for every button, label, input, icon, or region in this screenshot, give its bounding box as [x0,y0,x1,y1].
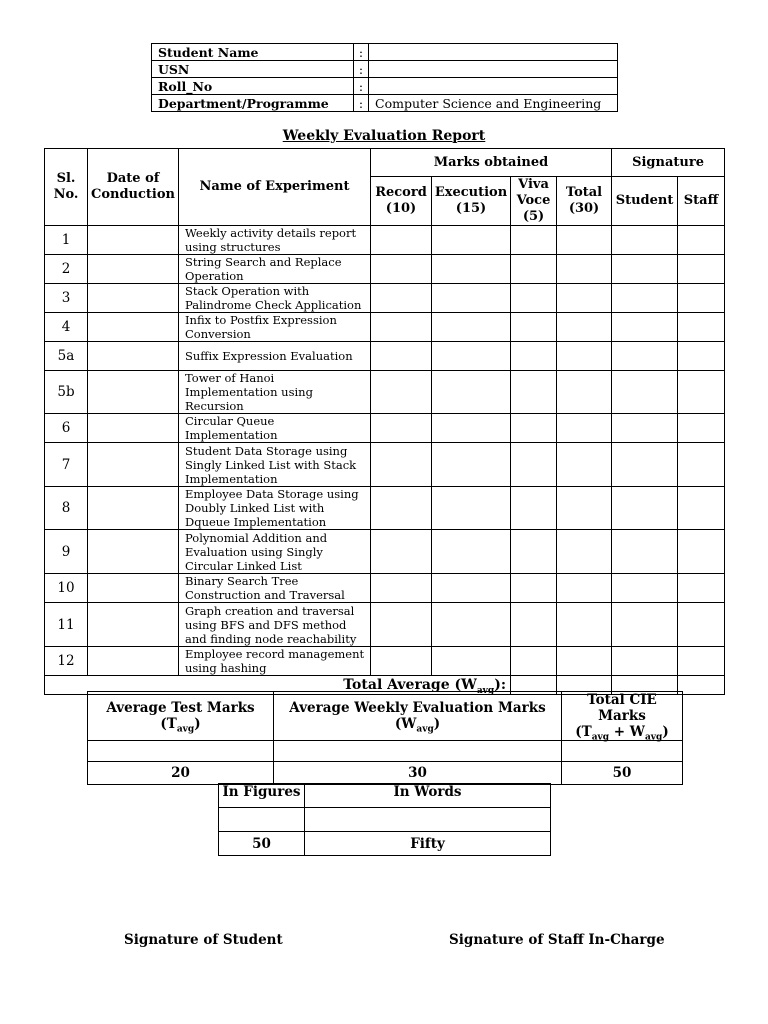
words-blank-cell [305,808,551,832]
experiment-row [45,603,725,647]
record-marks-cell [371,226,432,255]
experiment-row [45,313,725,342]
viva-marks-cell [511,342,557,371]
experiment-name-cell: Graph creation and traversal using BFS and DFS method and finding node reachability [179,603,371,647]
viva-marks-cell [511,443,557,487]
info-label: Department/Programme [152,95,354,112]
experiment-name-cell: Stack Operation with Palindrome Check Application [179,284,371,313]
student-signature-cell [612,284,678,313]
student-signature-cell [612,371,678,414]
date-cell [88,414,179,443]
record-marks-cell [371,530,432,574]
staff-signature-cell [678,530,725,574]
cie-header-total: Total CIE Marks $(T_{avg} + W_{avg})$ [562,692,683,741]
staff-signature-cell [678,574,725,603]
execution-marks-cell [432,342,511,371]
date-cell [88,603,179,647]
info-separator: : [354,78,369,95]
experiment-row [45,443,725,487]
total-marks-cell [557,342,612,371]
info-label: Student Name [152,44,354,61]
total-marks-cell [557,647,612,676]
info-value [369,61,618,78]
student-signature-cell [612,647,678,676]
experiment-name-cell: Tower of Hanoi Implementation using Recursion [179,371,371,414]
cie-blank-cell [562,741,683,762]
staff-signature-cell [678,414,725,443]
execution-marks-cell [432,487,511,530]
viva-marks-cell [511,313,557,342]
student-signature-cell [612,342,678,371]
viva-marks-cell [511,226,557,255]
total-marks-cell [557,313,612,342]
experiment-name-cell: Employee record management using hashing [179,647,371,676]
execution-marks-cell [432,284,511,313]
total-average-label: Total Average $(W_{avg})$: [45,676,511,695]
header-sl-no: Sl. No. [45,149,88,226]
header-staff-signature: Staff [678,177,725,226]
header-total: Total (30) [557,177,612,226]
experiment-row [45,414,725,443]
header-experiment: Name of Experiment [179,149,371,226]
experiment-row [45,487,725,530]
cie-header-weekly: Average Weekly Evaluation Marks $(W_{avg})$ [274,692,562,741]
viva-marks-cell [511,284,557,313]
experiment-name-cell: Weekly activity details report using structures [179,226,371,255]
header-date: Date of Conduction [88,149,179,226]
record-marks-cell [371,371,432,414]
total-marks-cell [557,603,612,647]
student-signature-label: Signature of Student [124,932,283,948]
student-signature-cell [612,603,678,647]
info-separator: : [354,44,369,61]
viva-marks-cell [511,255,557,284]
execution-marks-cell [432,414,511,443]
student-signature-cell [612,226,678,255]
header-execution: Execution (15) [432,177,511,226]
cie-max-total: 50 [562,762,683,785]
experiment-row [45,574,725,603]
execution-marks-cell [432,530,511,574]
header-viva-voce: Viva Voce (5) [511,177,557,226]
student-signature-cell [612,487,678,530]
student-signature-cell [612,255,678,284]
sl-no-cell: 1 [45,226,88,255]
viva-marks-cell [511,603,557,647]
execution-marks-cell [432,647,511,676]
staff-signature-cell [678,371,725,414]
record-marks-cell [371,342,432,371]
experiment-row [45,530,725,574]
student-signature-cell [612,574,678,603]
record-marks-cell [371,647,432,676]
staff-signature-cell [678,647,725,676]
info-row [152,61,618,78]
viva-marks-cell [511,530,557,574]
record-marks-cell [371,574,432,603]
sl-no-cell: 2 [45,255,88,284]
experiment-row [45,647,725,676]
header-student-signature: Student [612,177,678,226]
sl-no-cell: 3 [45,284,88,313]
total-average-cell [678,676,725,695]
execution-marks-cell [432,371,511,414]
experiment-row [45,284,725,313]
cie-marks-table [87,691,683,785]
experiment-name-cell: Circular Queue Implementation [179,414,371,443]
date-cell [88,226,179,255]
header-marks-obtained: Marks obtained [371,149,612,177]
header-record: Record (10) [371,177,432,226]
viva-marks-cell [511,371,557,414]
experiment-row [45,342,725,371]
total-marks-cell [557,574,612,603]
staff-signature-cell [678,342,725,371]
execution-marks-cell [432,443,511,487]
figures-blank-cell [219,808,305,832]
sl-no-cell: 9 [45,530,88,574]
staff-signature-cell [678,284,725,313]
student-info-table [151,43,618,112]
sl-no-cell: 5b [45,371,88,414]
experiment-name-cell: Suffix Expression Evaluation [179,342,371,371]
info-label: USN [152,61,354,78]
sl-no-cell: 4 [45,313,88,342]
viva-marks-cell [511,487,557,530]
date-cell [88,342,179,371]
info-separator: : [354,61,369,78]
execution-marks-cell [432,603,511,647]
weekly-evaluation-table [44,148,725,695]
execution-marks-cell [432,226,511,255]
sl-no-cell: 11 [45,603,88,647]
info-row [152,44,618,61]
experiment-name-cell: Infix to Postfix Expression Conversion [179,313,371,342]
total-marks-cell [557,284,612,313]
staff-signature-cell [678,226,725,255]
info-value [369,78,618,95]
cie-blank-cell [88,741,274,762]
experiment-row [45,371,725,414]
sl-no-cell: 8 [45,487,88,530]
staff-signature-cell [678,255,725,284]
date-cell [88,371,179,414]
sl-no-cell: 10 [45,574,88,603]
header-signature: Signature [612,149,725,177]
execution-marks-cell [432,313,511,342]
experiment-name-cell: String Search and Replace Operation [179,255,371,284]
student-signature-cell [612,313,678,342]
record-marks-cell [371,414,432,443]
total-marks-cell [557,530,612,574]
student-signature-cell [612,530,678,574]
viva-marks-cell [511,414,557,443]
total-marks-cell [557,487,612,530]
date-cell [88,255,179,284]
cie-blank-cell [274,741,562,762]
cie-max-weekly: 30 [274,762,562,785]
figures-value: 50 [219,832,305,856]
total-marks-cell [557,226,612,255]
info-label: Roll_No [152,78,354,95]
date-cell [88,284,179,313]
total-marks-cell [557,371,612,414]
experiment-name-cell: Student Data Storage using Singly Linked List with Stack Implementation [179,443,371,487]
experiment-name-cell: Binary Search Tree Construction and Traversal [179,574,371,603]
header-in-figures: In Figures [219,784,305,808]
record-marks-cell [371,313,432,342]
record-marks-cell [371,603,432,647]
staff-signature-label: Signature of Staff In-Charge [449,932,665,948]
total-marks-cell [557,414,612,443]
info-row [152,95,618,112]
date-cell [88,487,179,530]
staff-signature-cell [678,313,725,342]
record-marks-cell [371,255,432,284]
words-value: Fifty [305,832,551,856]
info-row [152,78,618,95]
experiment-row [45,255,725,284]
staff-signature-cell [678,603,725,647]
viva-marks-cell [511,574,557,603]
experiment-row [45,226,725,255]
sl-no-cell: 7 [45,443,88,487]
experiment-name-cell: Polynomial Addition and Evaluation using Singly Circular Linked List [179,530,371,574]
sl-no-cell: 12 [45,647,88,676]
cie-max-test: 20 [88,762,274,785]
info-value: Computer Science and Engineering [369,95,618,112]
student-signature-cell [612,443,678,487]
info-separator: : [354,95,369,112]
date-cell [88,313,179,342]
date-cell [88,647,179,676]
marks-in-words-table [218,783,551,856]
execution-marks-cell [432,255,511,284]
record-marks-cell [371,284,432,313]
staff-signature-cell [678,443,725,487]
viva-marks-cell [511,647,557,676]
info-value [369,44,618,61]
cie-header-test: Average Test Marks $(T_{avg})$ [88,692,274,741]
staff-signature-cell [678,487,725,530]
date-cell [88,530,179,574]
date-cell [88,443,179,487]
student-signature-cell [612,414,678,443]
header-in-words: In Words [305,784,551,808]
total-marks-cell [557,255,612,284]
sl-no-cell: 6 [45,414,88,443]
execution-marks-cell [432,574,511,603]
report-title: Weekly Evaluation Report [282,128,486,144]
sl-no-cell: 5a [45,342,88,371]
date-cell [88,574,179,603]
total-marks-cell [557,443,612,487]
experiment-name-cell: Employee Data Storage using Doubly Linked List with Dqueue Implementation [179,487,371,530]
record-marks-cell [371,443,432,487]
record-marks-cell [371,487,432,530]
